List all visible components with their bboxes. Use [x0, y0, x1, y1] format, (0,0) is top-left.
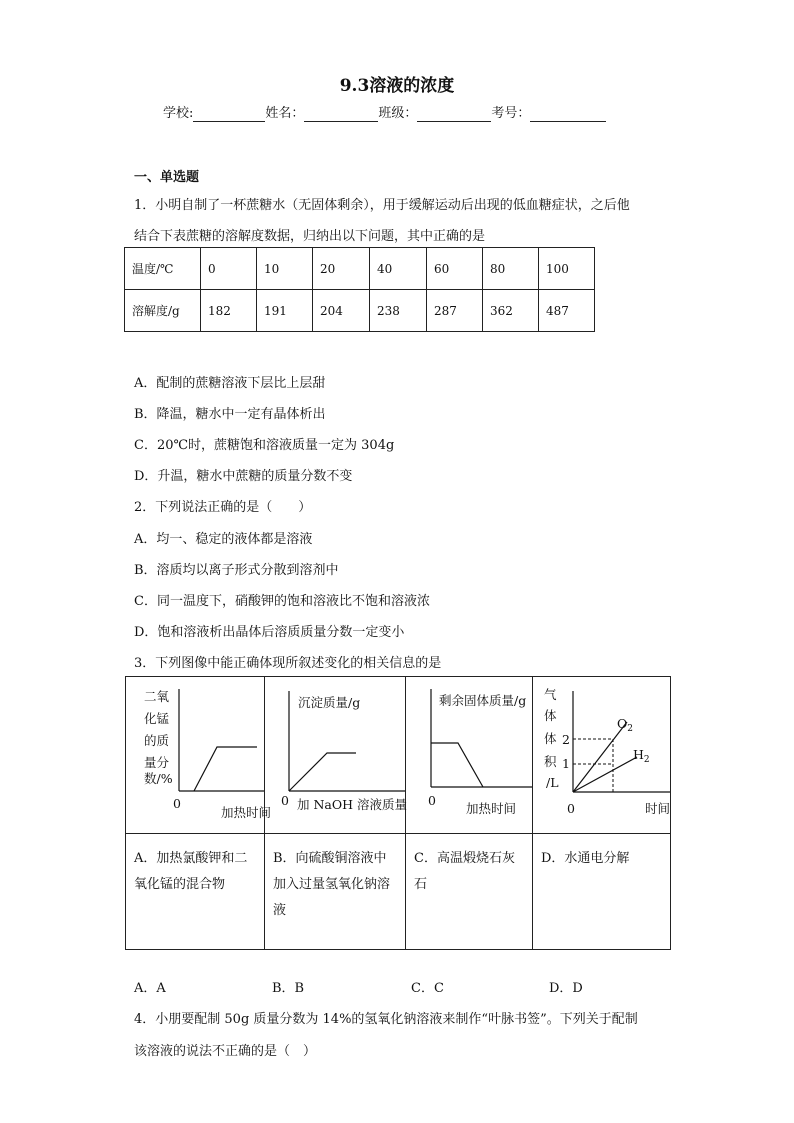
graph-d-h2-line: [573, 757, 637, 792]
school-label: 学校:: [163, 106, 194, 121]
name-blank[interactable]: [304, 106, 378, 122]
graph-c-xlabel: 加热时间: [466, 801, 517, 816]
number-label: 考号：: [491, 106, 531, 121]
q1-option-b[interactable]: B．降温，糖水中一定有晶体析出: [134, 407, 326, 422]
table-cell: 10: [257, 248, 313, 290]
solubility-table: [124, 247, 595, 332]
graph-a-xlabel: 加热时间: [221, 805, 272, 820]
table-cell: 20: [313, 248, 370, 290]
graph-a-ylabel: 的质: [144, 733, 170, 748]
graph-d-cell: [533, 677, 671, 834]
q3-answer-a[interactable]: A．A: [134, 981, 166, 996]
table-cell: 182: [201, 290, 257, 332]
graph-c-label[interactable]: C．高温煅烧石灰石: [406, 834, 533, 950]
table-cell: 100: [539, 248, 595, 290]
page-title: 9.3溶液的浓度: [339, 76, 455, 96]
q3-stem: 3．下列图像中能正确体现所叙述变化的相关信息的是: [134, 656, 442, 671]
graph-a-origin: 0: [173, 796, 181, 811]
graph-d-label[interactable]: D．水通电分解: [533, 834, 671, 950]
q1-stem-line2: 结合下表蔗糖的溶解度数据，归纳出以下问题，其中正确的是: [134, 229, 486, 244]
school-blank[interactable]: [193, 106, 265, 122]
graph-b-xlabel: 加 NaOH 溶液质量: [297, 797, 407, 812]
graph-c-curve: [431, 743, 483, 787]
section-heading: 一、单选题: [134, 170, 200, 185]
graph-a-cell: [126, 677, 272, 834]
graph-d: [533, 677, 670, 833]
q3-answer-d[interactable]: D．D: [549, 981, 583, 996]
class-label: 班级：: [378, 106, 418, 121]
graph-b-ylabel: 沉淀质量/g: [298, 695, 361, 710]
graph-options-table: [125, 676, 671, 950]
table-row: [125, 290, 595, 332]
class-blank[interactable]: [417, 106, 491, 122]
graph-row: [126, 677, 671, 834]
graph-a: [126, 677, 272, 833]
graph-d-o2-label: $O_2$: [617, 716, 633, 734]
number-blank[interactable]: [530, 106, 606, 122]
table-cell: 362: [483, 290, 539, 332]
table-cell: 204: [313, 290, 370, 332]
table-cell: 191: [257, 290, 313, 332]
q1-option-c[interactable]: C．20℃时，蔗糖饱和溶液质量一定为 304g: [134, 438, 395, 453]
label-row: [126, 834, 671, 950]
q1-stem-line1: 1．小明自制了一杯蔗糖水（无固体剩余），用于缓解运动后出现的低血糖症状，之后他: [134, 198, 630, 213]
graph-a-ylabel: 量分: [144, 755, 170, 770]
graph-d-ylabel: 体: [544, 731, 557, 746]
graph-d-xlabel: 时间: [645, 801, 671, 816]
table-cell: 0: [201, 248, 257, 290]
graph-d-h2-label: $H_2$: [633, 747, 650, 765]
table-cell: 40: [370, 248, 427, 290]
graph-a-label[interactable]: A．加热氯酸钾和二氧化锰的混合物: [126, 834, 265, 950]
table-cell: 287: [427, 290, 483, 332]
q3-answer-b[interactable]: B．B: [272, 981, 305, 996]
table-cell: 487: [539, 290, 595, 332]
graph-d-ylabel: 体: [544, 708, 557, 723]
name-label: 姓名：: [265, 106, 305, 121]
graph-c-ylabel: 剩余固体质量/g: [439, 693, 527, 708]
table-cell: 80: [483, 248, 539, 290]
graph-b-label[interactable]: B．向硫酸铜溶液中加入过量氢氧化钠溶液: [265, 834, 406, 950]
table-cell: 60: [427, 248, 483, 290]
graph-d-tick-1: 1: [562, 756, 570, 771]
graph-c-origin: 0: [428, 793, 436, 808]
q3-answer-c[interactable]: C．C: [411, 981, 444, 996]
table-row: [125, 248, 595, 290]
graph-a-ylabel: 数/%: [144, 771, 173, 786]
q2-stem: 2．下列说法正确的是（ ）: [134, 500, 312, 515]
graph-d-origin: 0: [567, 801, 575, 816]
graph-a-ylabel: 二氧: [144, 689, 170, 704]
q2-option-c[interactable]: C．同一温度下，硝酸钾的饱和溶液比不饱和溶液浓: [134, 594, 430, 609]
q4-stem-line2: 该溶液的说法不正确的是（ ）: [134, 1044, 317, 1059]
graph-d-tick-2: 2: [562, 732, 570, 747]
graph-d-o2-line: [573, 722, 627, 792]
graph-c-cell: [406, 677, 533, 834]
q1-option-d[interactable]: D．升温，糖水中蔗糖的质量分数不变: [134, 469, 353, 484]
graph-b: [265, 677, 405, 833]
q4-stem-line1: 4．小朋要配制 50g 质量分数为 14%的氢氧化钠溶液来制作“叶脉书签”。下列关于配制: [134, 1012, 638, 1027]
graph-b-origin: 0: [281, 793, 289, 808]
graph-b-cell: [265, 677, 406, 834]
graph-a-ylabel: 化锰: [144, 711, 170, 726]
q2-option-a[interactable]: A．均一、稳定的液体都是溶液: [134, 532, 313, 547]
graph-d-ylabel: /L: [546, 775, 559, 790]
graph-c: [406, 677, 532, 833]
graph-d-ylabel: 积: [544, 754, 557, 769]
q2-option-b[interactable]: B．溶质均以离子形式分散到溶剂中: [134, 563, 339, 578]
table-header-cell: 温度/℃: [125, 248, 201, 290]
q2-option-d[interactable]: D．饱和溶液析出晶体后溶质质量分数一定变小: [134, 625, 405, 640]
graph-b-curve: [289, 753, 356, 791]
student-info-line: [163, 102, 606, 122]
graph-d-ylabel: 气: [544, 687, 557, 702]
table-cell: 238: [370, 290, 427, 332]
table-header-cell: 溶解度/g: [125, 290, 201, 332]
q1-option-a[interactable]: A．配制的蔗糖溶液下层比上层甜: [134, 376, 326, 391]
graph-a-curve: [194, 747, 257, 791]
